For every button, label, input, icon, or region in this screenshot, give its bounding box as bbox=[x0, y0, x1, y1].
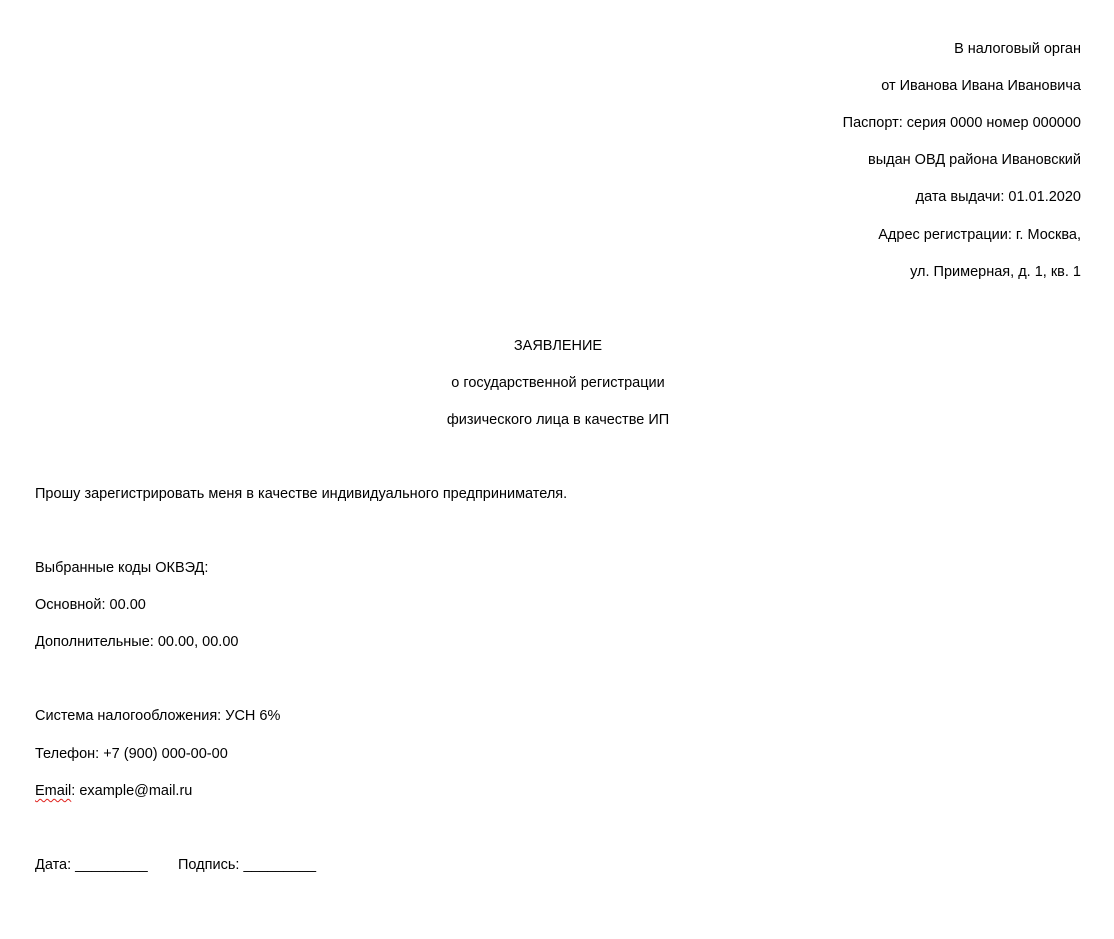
header-issued-by: выдан ОВД района Ивановский bbox=[868, 152, 1081, 168]
header-address-line2: ул. Примерная, д. 1, кв. 1 bbox=[910, 264, 1081, 280]
request-text: Прошу зарегистрировать меня в качестве индивидуального предпринимателя. bbox=[35, 486, 568, 502]
signature-field bbox=[178, 856, 316, 874]
email-value: : example@mail.ru bbox=[71, 783, 193, 799]
signature-label: Подпись: bbox=[178, 857, 240, 873]
signature-blank: _________ bbox=[243, 857, 317, 873]
email-label: Email bbox=[35, 783, 72, 799]
document-subtitle-2: физического лица в качестве ИП bbox=[446, 412, 670, 428]
header-recipient: В налоговый орган bbox=[954, 41, 1081, 57]
okved-additional: Дополнительные: 00.00, 00.00 bbox=[35, 634, 239, 650]
okved-main: Основной: 00.00 bbox=[35, 597, 146, 613]
email-line bbox=[35, 782, 192, 800]
header-issue-date: дата выдачи: 01.01.2020 bbox=[915, 189, 1081, 205]
tax-system: Система налогообложения: УСН 6% bbox=[35, 708, 281, 724]
document-title: ЗАЯВЛЕНИЕ bbox=[513, 338, 603, 354]
date-blank: _________ bbox=[75, 857, 148, 873]
header-address-line1: Адрес регистрации: г. Москва, bbox=[878, 227, 1081, 243]
okved-heading: Выбранные коды ОКВЭД: bbox=[35, 560, 209, 576]
date-field bbox=[35, 856, 148, 874]
header-from: от Иванова Ивана Ивановича bbox=[881, 78, 1081, 94]
header-passport: Паспорт: серия 0000 номер 000000 bbox=[842, 115, 1081, 131]
phone: Телефон: +7 (900) 000-00-00 bbox=[35, 746, 228, 762]
document-subtitle-1: о государственной регистрации bbox=[451, 375, 665, 391]
date-label: Дата: bbox=[35, 857, 72, 873]
